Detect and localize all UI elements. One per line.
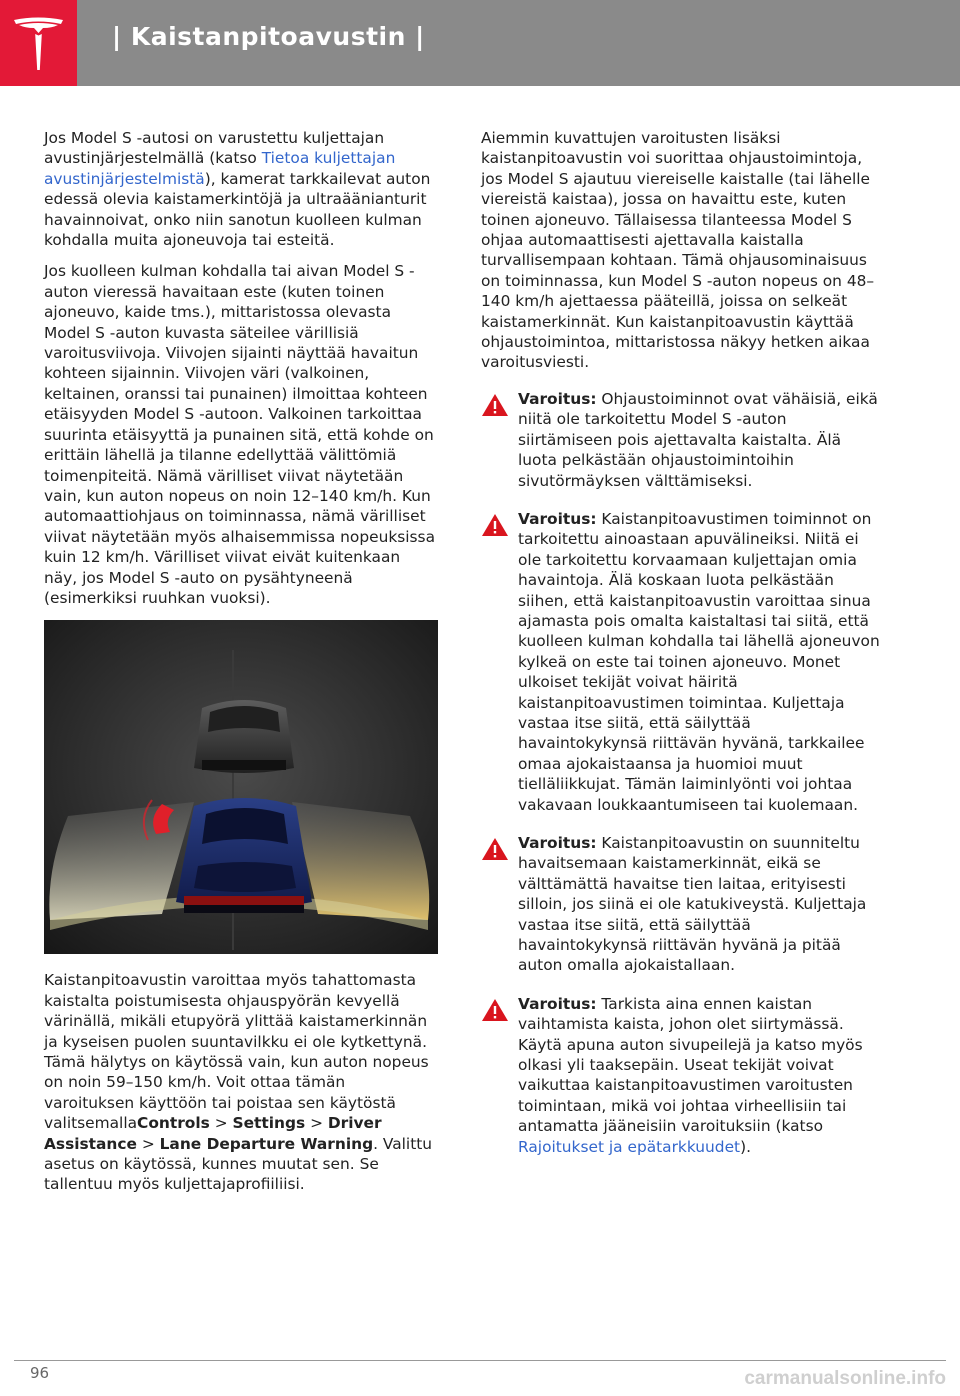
intro-paragraph [44,128,438,250]
warning-text: Kaistanpitoavustin on suunniteltu havaitsemaan kaistamerkinnät, eikä se välttämättä havaitse tien laitaa, erityisesti silloin, jos siinä ei ole katukiveystä. Kuljettaja vastaa itse siitä, että säilyttää havaintokykynsä riittävän hyvänä ja pitää auton omalla ajokaistallaan. [518,834,867,975]
warning-triangle-icon [481,998,509,1022]
warning-block [481,509,881,815]
warning-block [481,833,881,976]
controls-menu-path: Controls [137,1114,210,1133]
warning-label: Varoitus: [518,994,597,1013]
warning-text: Kaistanpitoavustimen toiminnot on tarkoitettu ainoastaan apuvälineiksi. Niitä ei ole tarkoitettu korvaamaan kuljettajan omia havaintoja. Älä koskaan luota pelkästään siihen, että kaistanpitoavustin varoittaa sinua ajamasta pois omalta kaistaltasi tai siitä, että kuolleen kulman kohdalla tai lähellä ajoneuvon kylkeä on este tai toinen ajoneuvo. Monet ulkoiset tekijät voivat häiritä kaistanpitoavustimen toimintaa. Kuljettaja vastaa itse siitä, että säilyttää havaintokykynsä riittävän hyvänä, tarkkailee omaa ajokaistaansa ja huomioi muut tielläliikkujat. Tämän laiminlyönti voi johtaa vakavaan loukkaantumiseen tai kuolemaan. [518,509,880,814]
driver-assistance-menu-path: Driver Assistance [44,1114,382,1153]
tesla-logo-icon [12,16,65,72]
limitations-link[interactable]: Rajoitukset ja epätarkkuudet [518,1137,741,1156]
left-column [44,128,438,1206]
warning-block [481,994,881,1157]
blind-spot-illustration [44,620,438,954]
lane-departure-text-end: . Valittu asetus on käytössä, kunnes muutat sen. Se tallentuu myös kuljettajaprofiiliisi. [44,1134,433,1194]
section-title: | Kaistanpitoavustin | [112,22,425,51]
lead-vehicle [194,700,294,773]
tesla-logo [0,0,77,86]
driver-assistance-link[interactable]: Tietoa kuljettajan avustinjärjestelmistä [44,149,396,188]
warning-block [481,389,881,491]
steering-intervention-paragraph: Aiemmin kuvattujen varoitusten lisäksi kaistanpitoavustin voi suorittaa ohjaustoimintoja, jos Model S ajautuu viereiselle kaistalle (tai lähelle viereistä kaistaa), jossa on havaittu este, kuten toinen ajoneuvo. Tällaisessa tilanteessa Model S ohjaa automaattisesti ajettavalla kaistalla turvallisempaan kohtaan. Tämä ohjausominaisuus on toiminnassa, kun Model S -auton nopeus on 48–140 km/h ajettaessa pääteillä, joissa on selkeät kaistamerkinnät. Kun kaistanpitoavustin käyttää ohjaustoimintoa, mittaristossa näkyy hetken aikaa varoitusviesti. [481,129,875,372]
warning-label: Varoitus: [518,509,597,528]
right-column [481,128,881,1175]
watermark: carmanualsonline.info [744,1368,946,1389]
path-separator: > [305,1114,328,1133]
blind-spot-paragraph: Jos kuolleen kulman kohdalla tai aivan Model S -auton vieressä havaitaan este (kuten toinen ajoneuvo, kaide tms.), mittaristossa olevasta Model S -auton kuvasta säteilee värillisiä varoitusviivoja. Viivojen sijainti näyttää havaitun kohteen sijainnin. Viivojen väri (valkoinen, keltainen, oranssi tai punainen) ilmoittaa kohteen etäisyyden Model S -autoon. Valkoinen tarkoittaa suurinta etäisyyttä ja punainen sitä, että kohde on erittäin lähellä ja tilanne edellyttää välittömiä toimenpiteitä. Nämä värilliset viivat näytetään vain, kun auton nopeus on noin 12–140 km/h. Kun automaattiohjaus on toiminnassa, nämä värilliset viivat näytetään myös alhaisemmissa nopeuksissa kuin 12 km/h. Värilliset viivat eivät kuitenkaan näy, jos Model S -auto on pysähtyneenä (esimerkiksi ruuhkan vuoksi). [44,262,436,607]
warning-label: Varoitus: [518,834,597,852]
warning-triangle-icon [481,513,509,537]
warning-text: Ohjaustoiminnot ovat vähäisiä, eikä niitä ole tarkoitettu Model S -auton siirtämiseen pois ajettavalta kaistalta. Älä luota pelkästään ohjaustoimintoihin sivutörmäyksen välttämiseksi. [518,389,878,490]
model-s-vehicle [176,798,312,913]
header-bar [0,0,960,86]
warning-triangle-icon [481,837,509,861]
page-number: 96 [30,1364,50,1382]
lane-departure-text: Kaistanpitoavustin varoittaa myös tahattomasta kaistalta poistumisesta ohjauspyörän kevyellä värinällä, mikäli etupyörä ylittää kaistamerkinnän ja kyseisen puolen suuntavilkku ei ole kytkettynä. Tämä hälytys on käytössä vain, kun auton nopeus on noin 59–150 km/h. Voit ottaa tämän varoituksen käyttöön tai poistaa sen käytöstä valitsemalla [44,971,429,1133]
warning-label: Varoitus: [518,389,597,408]
intro-text-end: ), kamerat tarkkailevat auton edessä olevia kaistamerkintöjä ja ultraäänianturit havainnoivat, onko niin sanotun kuolleen kulman kohdalla muita ajoneuvoja tai esteitä. [44,169,431,250]
settings-menu-path: Settings [232,1114,306,1133]
intro-text-start: Jos Model S -autosi on varustettu kuljettajan avustinjärjestelmällä (katso [44,129,385,168]
warning-text: Tarkista aina ennen kaistan vaihtamista kaista, johon olet siirtymässä. Käytä apuna auton sivupeilejä ja katso myös olkasi yli taaksepäin. Useat tekijät voivat vaikuttaa kaistanpitoavustimen varoitusten toimintaan, mikä voi johtaa virheellisiin tai antamatta jääneisiin varoituksiin (katso [518,994,863,1136]
warning-triangle-icon [481,393,509,417]
warning-text-end: ). [740,1137,751,1156]
footer-divider [14,1360,946,1361]
lane-departure-paragraph [44,970,438,1194]
path-separator: > [136,1134,160,1153]
path-separator: > [209,1114,233,1133]
lane-departure-warning-menu-path: Lane Departure Warning [159,1134,374,1153]
